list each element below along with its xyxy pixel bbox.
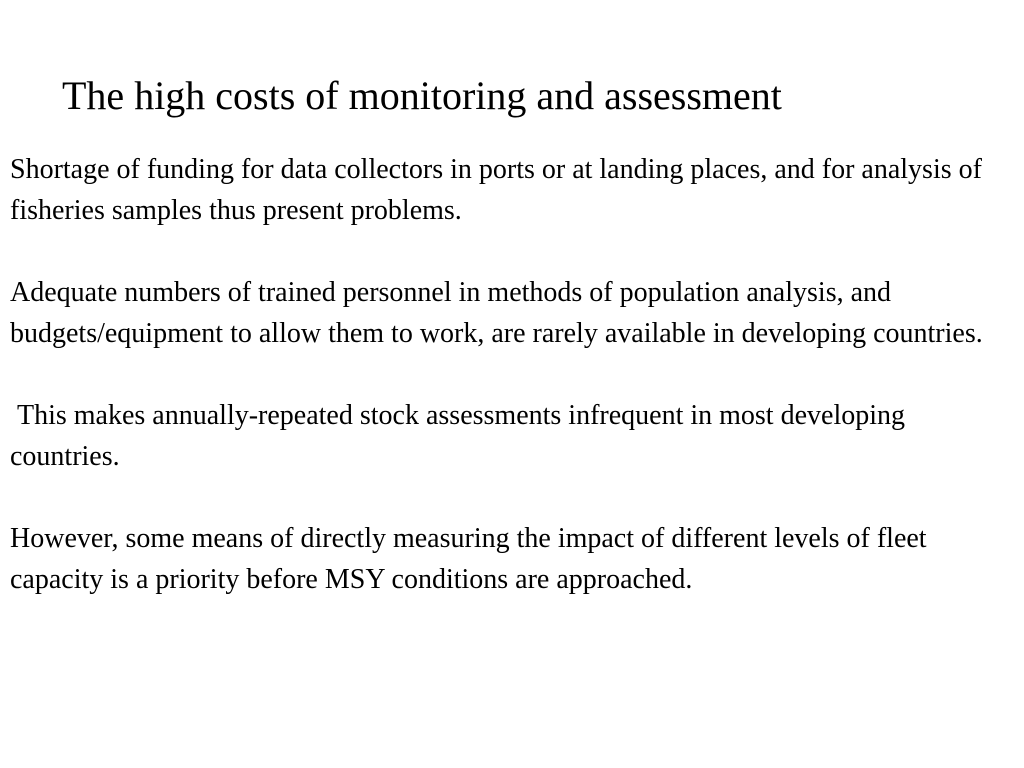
- slide-body: [10, 149, 1015, 600]
- paragraph-funding-shortage: Shortage of funding for data collectors in ports or at landing places, and for analysis of fisheries samples thus present problems.: [10, 154, 989, 226]
- paragraph-fleet-capacity: However, some means of directly measuring the impact of different levels of fleet capacity is a priority before MSY conditions are approached.: [10, 523, 934, 595]
- slide-title: The high costs of monitoring and assessment: [62, 73, 782, 118]
- paragraph-infrequent-assessments: This makes annually-repeated stock assessments infrequent in most developing countries.: [10, 400, 913, 472]
- paragraph-trained-personnel: Adequate numbers of trained personnel in methods of population analysis, and budgets/equipment to allow them to work, are rarely available in developing countries.: [10, 277, 983, 349]
